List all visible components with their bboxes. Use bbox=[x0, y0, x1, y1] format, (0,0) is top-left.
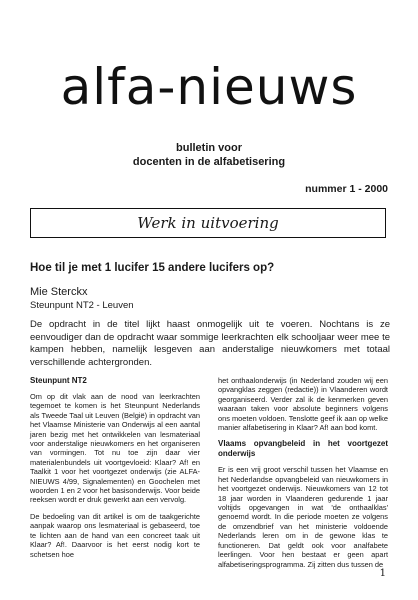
section-banner: Werk in uitvoering bbox=[30, 208, 386, 238]
right-column bbox=[218, 376, 388, 576]
author-name: Mie Sterckx bbox=[30, 286, 88, 298]
subtitle-line-2: docenten in de alfabetisering bbox=[132, 156, 286, 168]
page-number: 1 bbox=[379, 568, 386, 579]
left-column-paragraph-1: Om op dit vlak aan de nood van leerkrachten tegemoet te komen is het Steunpunt Nederlands als Tweede Taal uit Leuven (België) in opdracht van het Vlaamse Ministerie van Onderwijs al een aantal jaren bezig met het ontwikkelen van lesmateriaal voor anderstalige nieuwkomers en het organiseren van vormingen. Tot nu toe zijn daar vier materialenbundels uit voortgevloeid: Klaar? Af! en Taalkit 1 voor het voortgezet onderwijs (zie ALFA-NIEUWS 4/99, Signalementen) en Goochelen met woorden 1 en 2 voor het basisonderwijs. Voor beide reeksen wordt er druk gewerkt aan een vervolg. bbox=[30, 392, 200, 505]
left-column-heading: Steunpunt NT2 bbox=[30, 376, 87, 385]
left-column-paragraph-2: De bedoeling van dit artikel is om de taakgerichte aanpak waarop ons lesmateriaal is gebaseerd, toe te lichten aan de hand van een concreet taak uit Klaar? Af!. Daarvoor is het eerst nodig kort te schetsen hoe bbox=[30, 511, 200, 559]
right-column-heading: Vlaams opvangbeleid in het voortgezet onderwijs bbox=[218, 439, 388, 459]
subtitle bbox=[0, 141, 418, 169]
article-intro: De opdracht in de titel lijkt haast onmogelijk uit te voeren. Nochtans is ze eenvoudiger dan de opdracht waar sommige leerkrachten elk schooljaar weer mee te kampen hebben, namelijk lesgeven aan anderstalige nieuwkomers met totaal verschillende achtergronden. bbox=[30, 319, 390, 368]
author-affiliation: Steunpunt NT2 - Leuven bbox=[30, 300, 134, 311]
subtitle-line-1: bulletin voor bbox=[176, 142, 242, 154]
article-headline: Hoe til je met 1 lucifer 15 andere lucifers op? bbox=[30, 262, 275, 274]
issue-number: nummer 1 - 2000 bbox=[305, 183, 388, 195]
right-column-paragraph-2: Er is een vrij groot verschil tussen het Vlaamse en het Nederlandse opvangbeleid van nieuwkomers in het voortgezet onderwijs. Nieuwkomers van 12 tot 18 jaar worden in Vlaanderen gedurende 1 jaar voltijds opgevangen in wat 'de onthaalklas' genoemd wordt. In die periode moeten ze volgens de omzendbrief van het ministerie voldoende Nederlands leren om in de gewone klas te functioneren. Dat geldt ook voor analfabete leerlingen. Voor hen bestaat er geen apart alfabetiseringsprogramma. Zij zitten dus tussen de bbox=[218, 465, 388, 569]
author-block bbox=[30, 286, 134, 312]
right-column-paragraph-1: het onthaalonderwijs (in Nederland zouden wij een opvangklas zeggen (redactie)) in Vlaanderen wordt georganiseerd. Verder zal ik de kenmerken geven waaraan taken voor absolute beginners volgens ons moeten voldoen. Tenslotte geef ik aan op welke manier alfabetisering in Klaar? Af! aan bod komt. bbox=[218, 376, 388, 433]
masthead-title: alfa-nieuws bbox=[60, 58, 358, 116]
left-column bbox=[30, 376, 200, 566]
